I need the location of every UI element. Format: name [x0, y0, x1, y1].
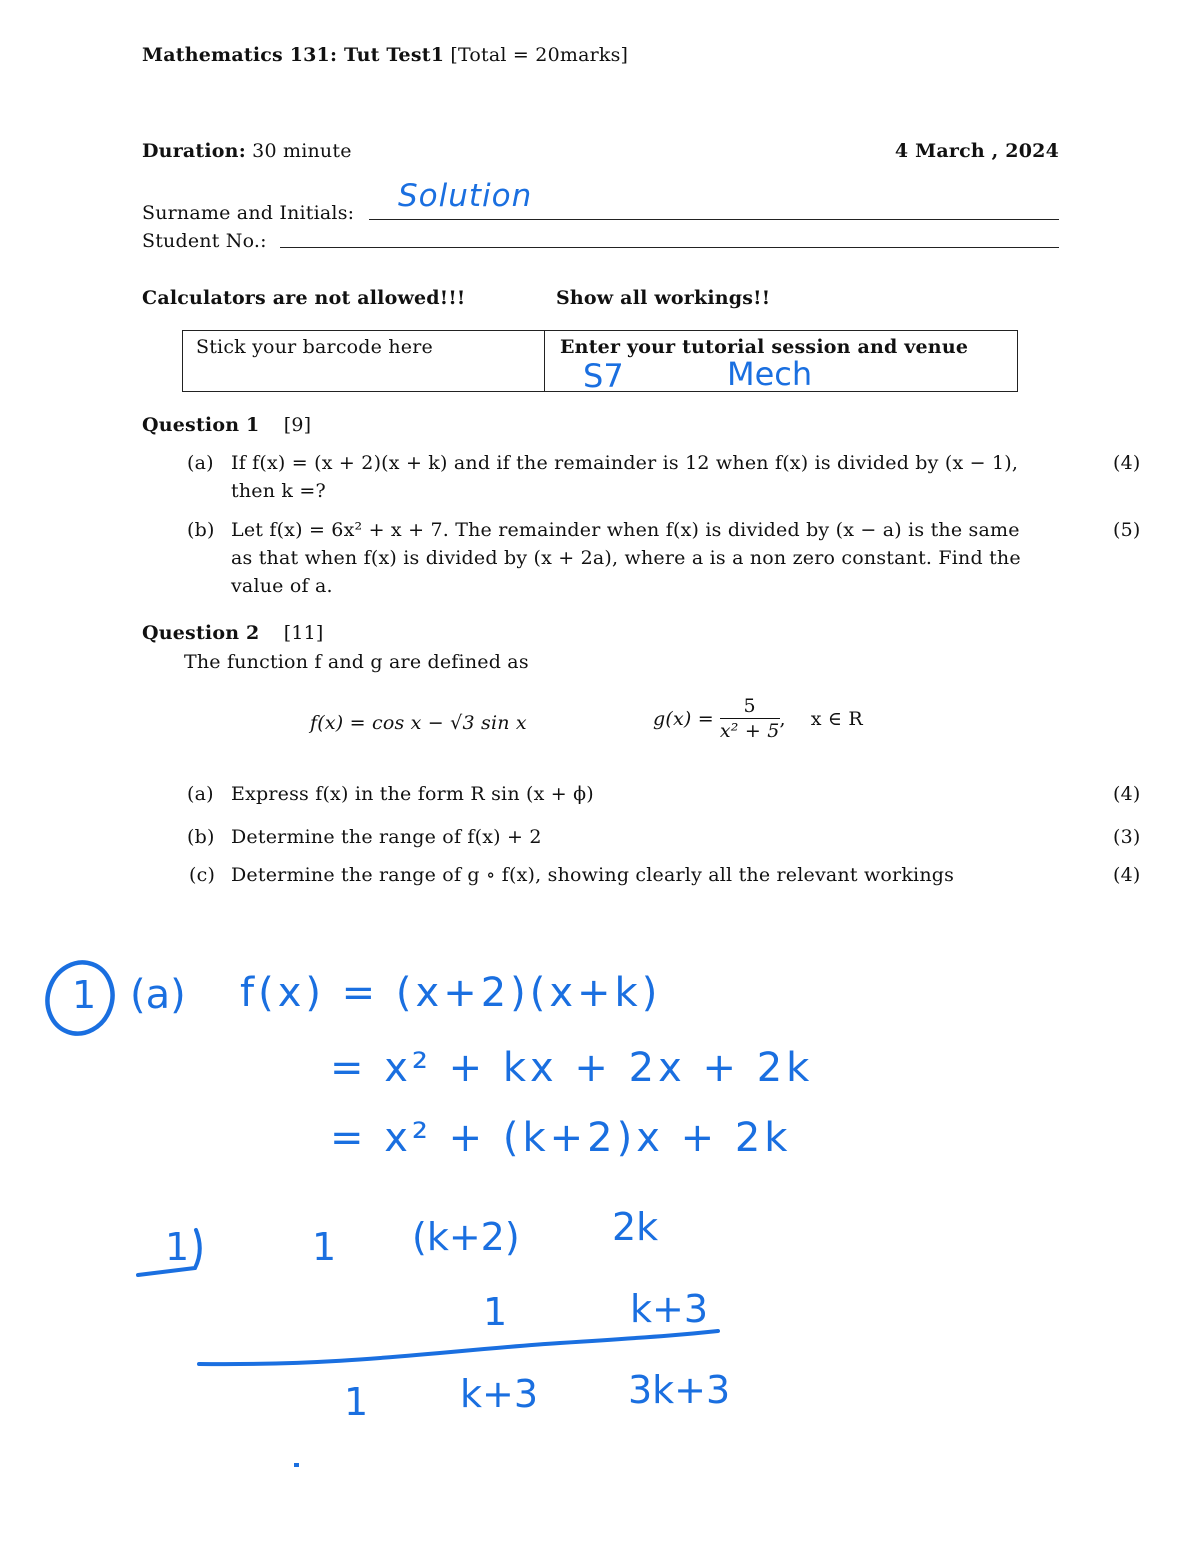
duration-label: Duration: — [142, 140, 246, 162]
q1a-line1: If f(x) = (x + 2)(x + k) and if the remainder is 12 when f(x) is divided by (x − 1), — [231, 452, 1019, 474]
q2-g-domain: , x ∈ R — [779, 707, 863, 730]
hw-row2-c2: 1 — [483, 1290, 508, 1334]
session-value-handwritten: S7 — [583, 357, 624, 395]
q1b-marks: (5) — [1113, 519, 1141, 541]
exam-total-marks: [Total = 20marks] — [450, 44, 629, 66]
notice-workings: Show all workings!! — [556, 287, 771, 309]
q2c-text: Determine the range of g ∘ f(x), showing clearly all the relevant workings — [231, 864, 955, 886]
q1b-line2: as that when f(x) is divided by (x + 2a), where a is a non zero constant. Find the — [231, 547, 1021, 569]
hw-result-c2: k+3 — [460, 1372, 539, 1416]
duration-value: 30 minute — [252, 140, 352, 162]
q2b-text: Determine the range of f(x) + 2 — [231, 826, 542, 848]
hw-result-c3: 3k+3 — [628, 1368, 731, 1412]
stray-ink-dot — [294, 1463, 299, 1467]
question-1-total: [9] — [283, 414, 312, 436]
q2c-label: (c) — [189, 864, 216, 886]
surname-label: Surname and Initials: — [142, 202, 355, 224]
hw-row2-c3: k+3 — [630, 1287, 709, 1331]
q2a-label: (a) — [187, 783, 214, 805]
exam-title-main: Mathematics 131: Tut Test1 — [142, 44, 445, 66]
hw-divisor: 1 — [165, 1225, 190, 1269]
hw-result-c1: 1 — [344, 1380, 369, 1424]
student-no-label: Student No.: — [142, 230, 267, 252]
hw-row1-c1: 1 — [312, 1225, 337, 1269]
exam-date: 4 March , 2024 — [894, 140, 1059, 162]
q1b-line3: value of a. — [231, 575, 333, 597]
hw-part-marker: (a) — [130, 972, 186, 1018]
q1b-line1: Let f(x) = 6x² + x + 7. The remainder when f(x) is divided by (x − a) is the same — [231, 519, 1020, 541]
question-1-title: Question 1 — [142, 414, 260, 436]
q1a-marks: (4) — [1113, 452, 1141, 474]
hw-row1-c2: (k+2) — [412, 1215, 520, 1259]
q2a-text: Express f(x) in the form R sin (x + ϕ) — [231, 783, 594, 805]
venue-value-handwritten: Mech — [727, 355, 813, 393]
q1b-label: (b) — [187, 519, 215, 541]
q2b-marks: (3) — [1113, 826, 1141, 848]
hw-line-2: = x² + kx + 2x + 2k — [330, 1045, 814, 1091]
division-result-line — [199, 1331, 718, 1364]
session-label: Enter your tutorial session and venue — [560, 336, 969, 358]
question-2-title: Question 2 — [142, 622, 260, 644]
q2a-marks: (4) — [1113, 783, 1141, 805]
q2-intro: The function f and g are defined as — [184, 651, 529, 673]
barcode-label: Stick your barcode here — [196, 336, 433, 358]
hw-row1-c3: 2k — [612, 1205, 659, 1249]
hw-question-number: 1 — [72, 973, 97, 1017]
q2-g-numerator: 5 — [720, 695, 780, 719]
hw-line-1: f(x) = (x+2)(x+k) — [240, 970, 662, 1016]
hw-line-3: = x² + (k+2)x + 2k — [330, 1115, 792, 1161]
q2b-label: (b) — [187, 826, 215, 848]
q2c-marks: (4) — [1113, 864, 1141, 886]
notice-calculators: Calculators are not allowed!!! — [142, 287, 466, 309]
question-2-total: [11] — [283, 622, 324, 644]
q1a-label: (a) — [187, 452, 214, 474]
q1a-line2: then k =? — [231, 480, 326, 502]
q2-g-denominator: x² + 5 — [719, 720, 780, 742]
q2-g-lhs: g(x) = — [653, 707, 714, 730]
q2-f-definition: f(x) = cos x − √3 sin x — [310, 712, 527, 734]
surname-value-handwritten: Solution — [398, 178, 533, 214]
